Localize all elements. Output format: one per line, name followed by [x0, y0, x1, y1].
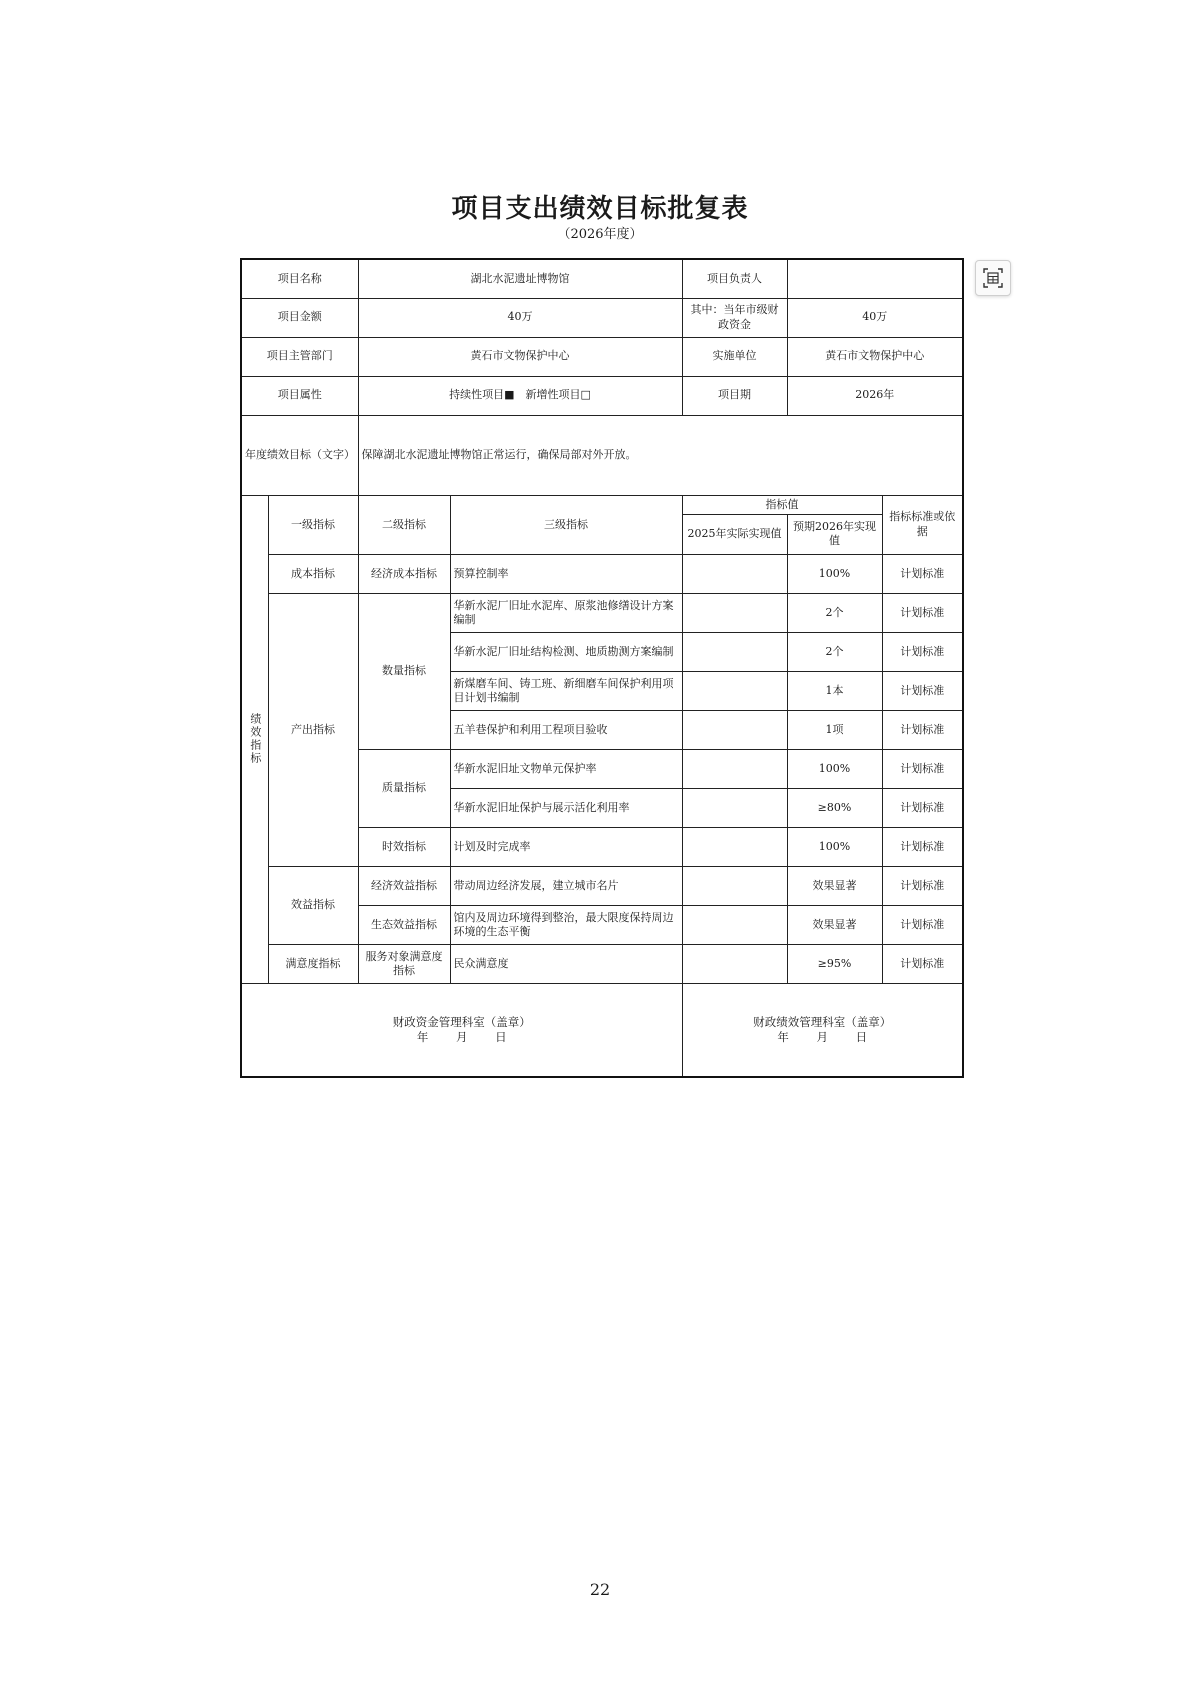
level3-cell: 计划及时完成率 — [450, 827, 682, 866]
level3-cell: 新煤磨车间、铸工班、新细磨车间保护利用项目计划书编制 — [450, 671, 682, 710]
standard-cell: 计划标准 — [882, 788, 963, 827]
level2-cell: 质量指标 — [358, 749, 450, 827]
sign-date-right — [686, 1030, 960, 1045]
standard-cell: 计划标准 — [882, 593, 963, 632]
expected-cell: 效果显著 — [787, 905, 882, 944]
year-label: 年 — [416, 1030, 429, 1045]
expected-cell: 1本 — [787, 671, 882, 710]
level2-cell: 时效指标 — [358, 827, 450, 866]
indicator-side-text: 绩效指标 — [248, 713, 262, 766]
standard-cell: 计划标准 — [882, 944, 963, 983]
dept-label: 项目主管部门 — [241, 337, 358, 376]
standard-cell: 计划标准 — [882, 710, 963, 749]
page-title: 项目支出绩效目标批复表 — [451, 194, 749, 224]
project-name-label: 项目名称 — [241, 259, 358, 298]
performance-table — [240, 258, 964, 1078]
level3-cell: 华新水泥厂旧址水泥库、原浆池修缮设计方案编制 — [450, 593, 682, 632]
project-attr-value: 持续性项目■ 新增性项目□ — [358, 376, 682, 415]
header-actual-2025: 2025年实际实现值 — [682, 514, 787, 554]
expected-cell: 1项 — [787, 710, 882, 749]
page-number: 22 — [589, 1580, 611, 1599]
level1-cell: 产出指标 — [268, 593, 358, 866]
project-owner-label: 项目负责人 — [682, 259, 787, 298]
actual-cell — [682, 866, 787, 905]
level1-cell: 效益指标 — [268, 866, 358, 944]
level2-cell: 生态效益指标 — [358, 905, 450, 944]
actual-cell — [682, 632, 787, 671]
standard-cell: 计划标准 — [882, 905, 963, 944]
annual-goal-label: 年度绩效目标（文字） — [241, 415, 358, 495]
header-value-group: 指标值 — [682, 495, 882, 514]
standard-cell: 计划标准 — [882, 554, 963, 593]
level1-cell: 满意度指标 — [268, 944, 358, 983]
standard-cell: 计划标准 — [882, 671, 963, 710]
table-scan-icon — [982, 267, 1004, 289]
actual-cell — [682, 905, 787, 944]
header-level2: 二级指标 — [358, 495, 450, 554]
level3-cell: 华新水泥厂旧址结构检测、地质勘测方案编制 — [450, 632, 682, 671]
project-period-label: 项目期 — [682, 376, 787, 415]
expected-cell: 效果显著 — [787, 866, 882, 905]
project-attr-label: 项目属性 — [241, 376, 358, 415]
header-level1: 一级指标 — [268, 495, 358, 554]
finance-fund-office-label: 财政资金管理科室（盖章） — [392, 1015, 531, 1030]
day-label: 日 — [855, 1030, 868, 1045]
expected-cell: 2个 — [787, 593, 882, 632]
month-label: 月 — [456, 1030, 468, 1045]
expected-cell: 100% — [787, 554, 882, 593]
level3-cell: 华新水泥旧址文物单元保护率 — [450, 749, 682, 788]
level2-cell: 经济效益指标 — [358, 866, 450, 905]
table-scan-button[interactable] — [975, 260, 1011, 296]
city-fund-value: 40万 — [787, 298, 963, 337]
actual-cell — [682, 554, 787, 593]
annual-goal-value: 保障湖北水泥遗址博物馆正常运行，确保局部对外开放。 — [358, 415, 963, 495]
standard-cell: 计划标准 — [882, 866, 963, 905]
expected-cell: 100% — [787, 749, 882, 788]
header-expected-2026: 预期2026年实现值 — [787, 514, 882, 554]
level3-cell: 馆内及周边环境得到整治，最大限度保持周边环境的生态平衡 — [450, 905, 682, 944]
expected-cell: 2个 — [787, 632, 882, 671]
city-fund-label: 其中：当年市级财政资金 — [682, 298, 787, 337]
impl-unit-label: 实施单位 — [682, 337, 787, 376]
level2-cell: 服务对象满意度指标 — [358, 944, 450, 983]
finance-fund-office-sign — [241, 983, 682, 1077]
header-level3: 三级指标 — [450, 495, 682, 554]
year-label: 年 — [777, 1030, 789, 1045]
actual-cell — [682, 710, 787, 749]
level2-cell: 经济成本指标 — [358, 554, 450, 593]
project-amount-label: 项目金额 — [241, 298, 358, 337]
actual-cell — [682, 827, 787, 866]
dept-value: 黄石市文物保护中心 — [358, 337, 682, 376]
page-subtitle: （2026年度） — [557, 227, 643, 242]
standard-cell: 计划标准 — [882, 749, 963, 788]
level3-cell: 五羊巷保护和利用工程项目验收 — [450, 710, 682, 749]
standard-cell: 计划标准 — [882, 827, 963, 866]
project-name-value: 湖北水泥遗址博物馆 — [358, 259, 682, 298]
actual-cell — [682, 749, 787, 788]
level3-cell: 民众满意度 — [450, 944, 682, 983]
project-owner-value — [787, 259, 963, 298]
expected-cell: ≥95% — [787, 944, 882, 983]
sign-date-left — [245, 1030, 679, 1045]
actual-cell — [682, 788, 787, 827]
indicator-side-label — [241, 495, 268, 983]
header-standard: 指标标准或依据 — [882, 495, 963, 554]
actual-cell — [682, 944, 787, 983]
finance-perf-office-label: 财政绩效管理科室（盖章） — [753, 1015, 892, 1030]
level3-cell: 预算控制率 — [450, 554, 682, 593]
actual-cell — [682, 593, 787, 632]
expected-cell: ≥80% — [787, 788, 882, 827]
project-amount-value: 40万 — [358, 298, 682, 337]
level1-cell: 成本指标 — [268, 554, 358, 593]
impl-unit-value: 黄石市文物保护中心 — [787, 337, 963, 376]
expected-cell: 100% — [787, 827, 882, 866]
level3-cell: 华新水泥旧址保护与展示活化利用率 — [450, 788, 682, 827]
actual-cell — [682, 671, 787, 710]
level3-cell: 带动周边经济发展，建立城市名片 — [450, 866, 682, 905]
day-label: 日 — [495, 1030, 507, 1045]
finance-perf-office-sign — [682, 983, 963, 1077]
project-period-value: 2026年 — [787, 376, 963, 415]
standard-cell: 计划标准 — [882, 632, 963, 671]
level2-cell: 数量指标 — [358, 593, 450, 749]
month-label: 月 — [816, 1030, 828, 1045]
